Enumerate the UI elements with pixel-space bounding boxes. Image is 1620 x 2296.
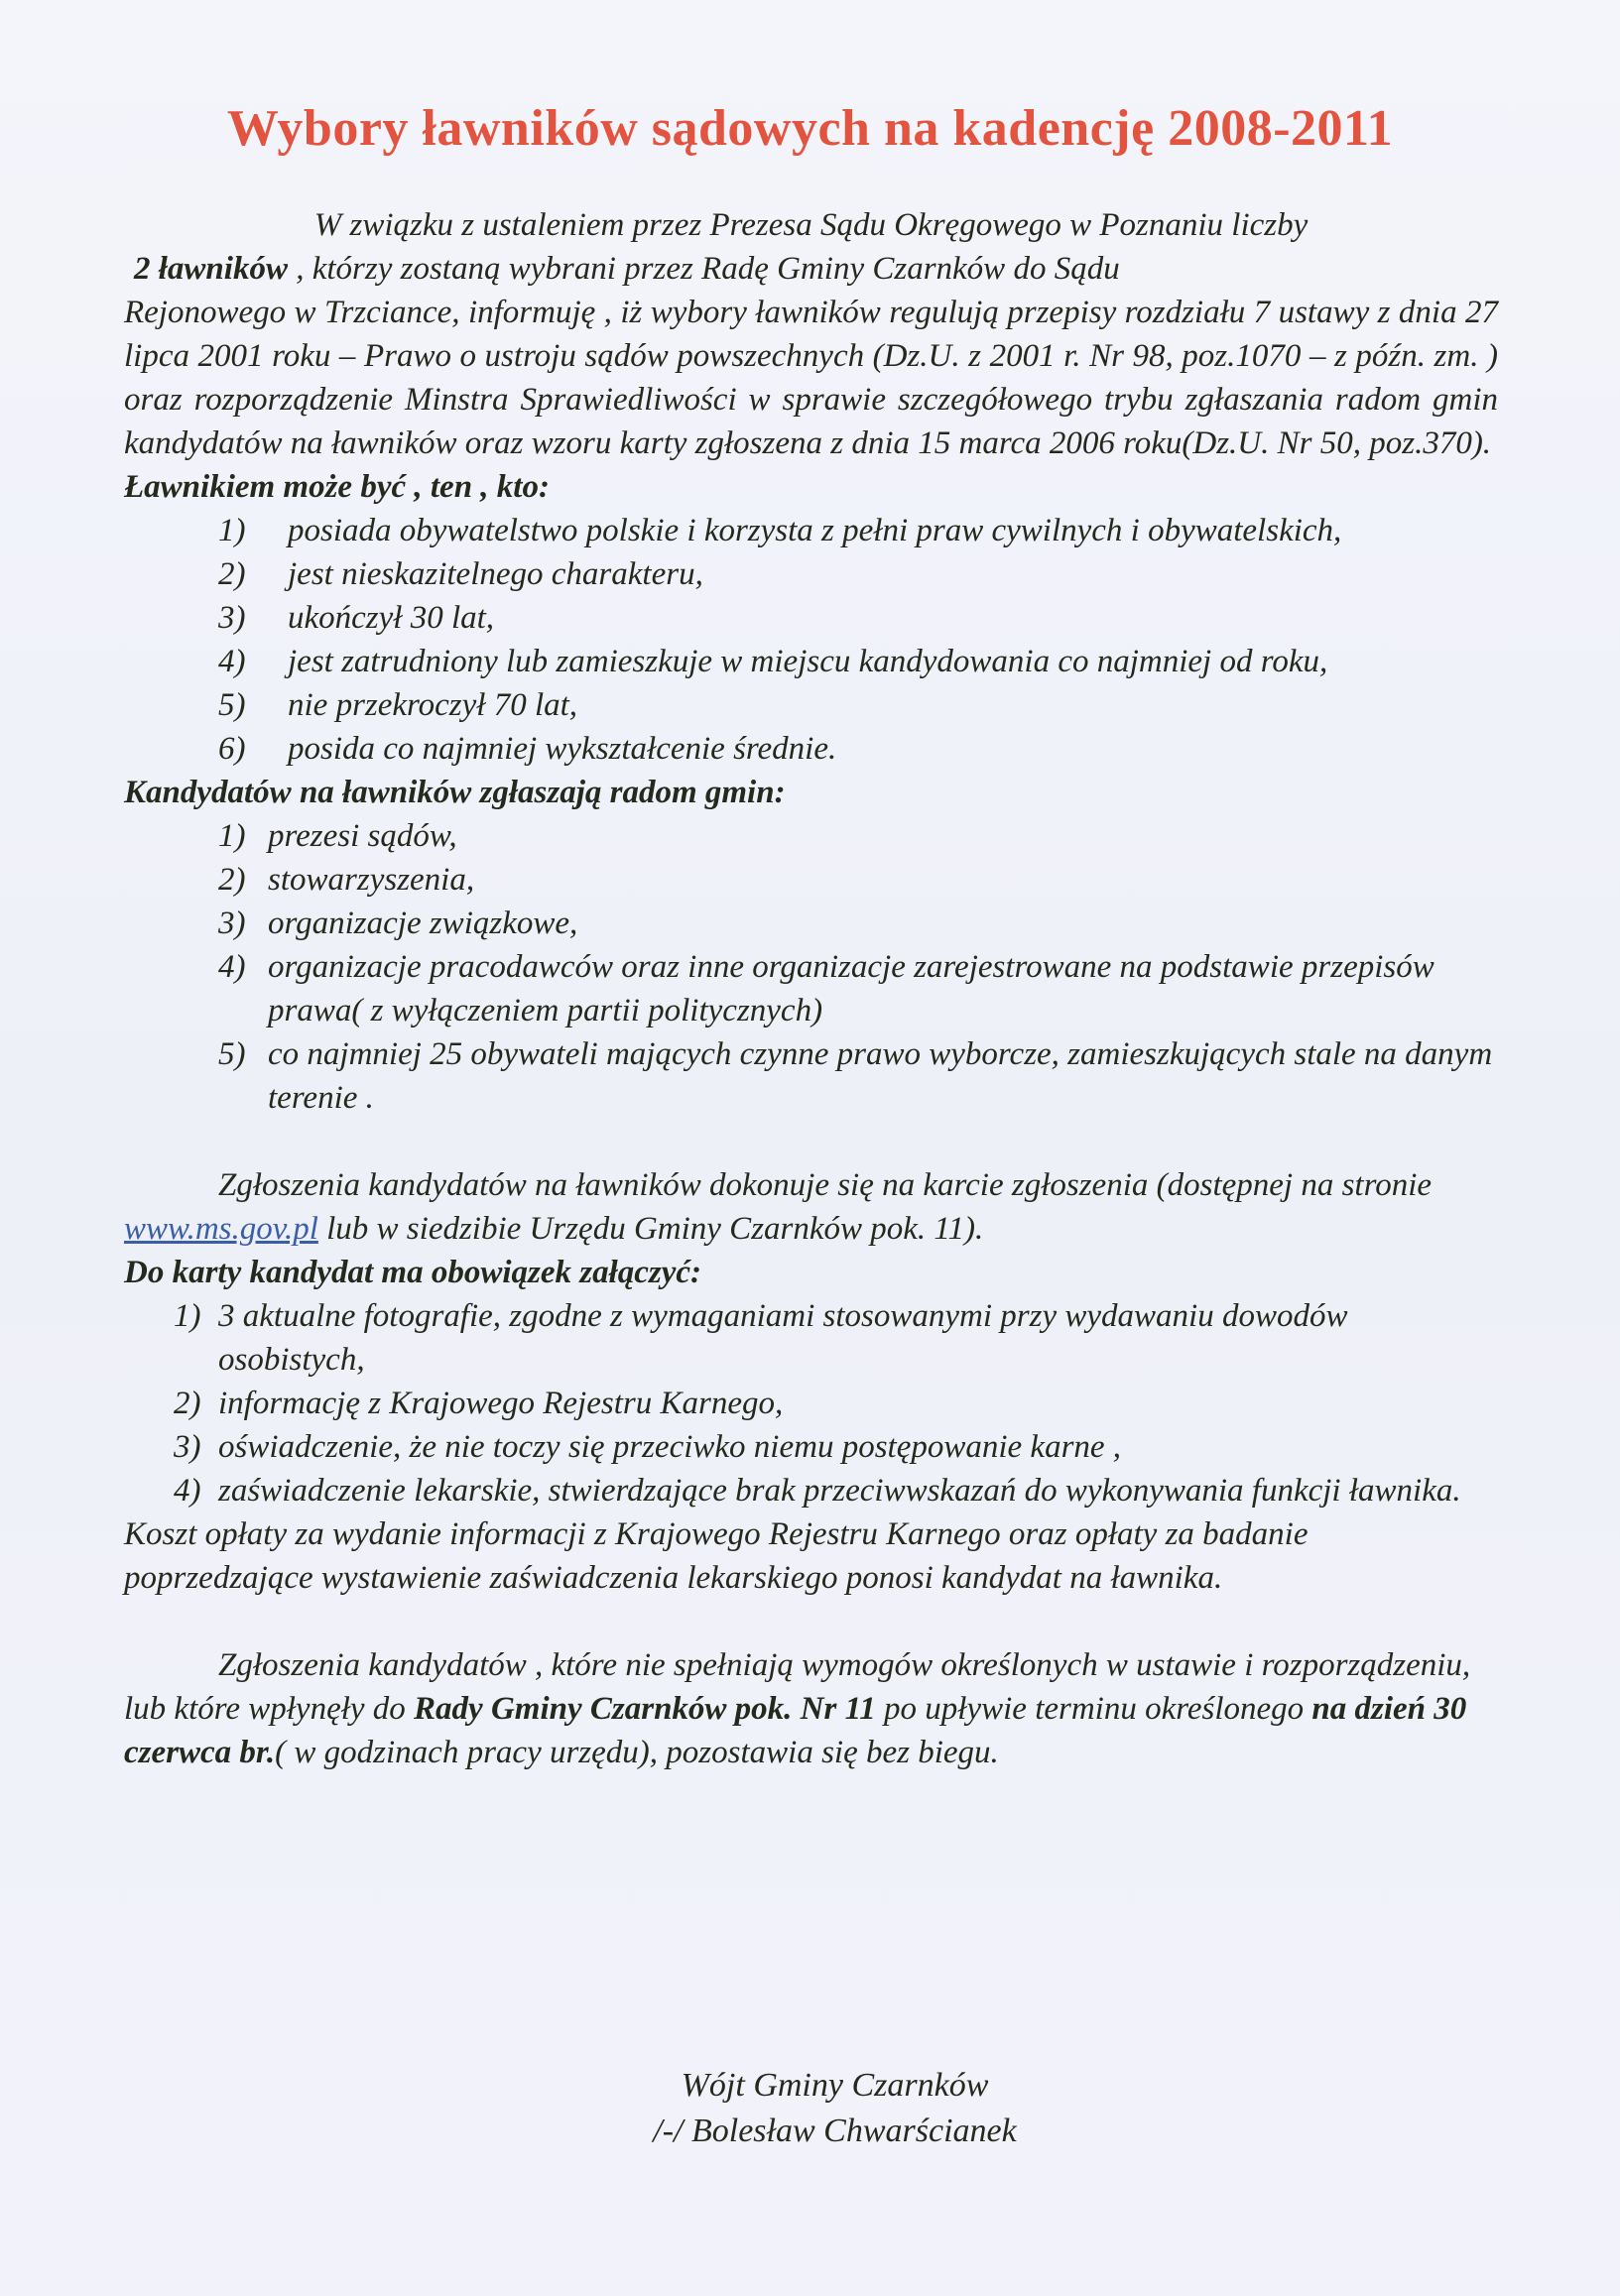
intro-line-2 [124, 247, 1498, 291]
list-item [124, 1425, 1498, 1469]
item-text: informację z Krajowego Rejestru Karnego, [218, 1386, 784, 1421]
item-text: ukończył 30 lat, [288, 600, 495, 636]
attachments-heading: Do karty kandydat ma obowiązek załączyć: [124, 1255, 702, 1290]
document-title: Wybory ławników sądowych na kadencję 2008-2011 [226, 100, 1394, 157]
document-body [124, 203, 1498, 1774]
list-item [124, 1382, 1498, 1425]
list-item [124, 1032, 1498, 1120]
item-number: 3) [174, 1429, 201, 1465]
item-number: 2) [218, 862, 246, 898]
list-item [124, 945, 1498, 1032]
list-item [124, 640, 1498, 683]
ms-gov-link[interactable]: www.ms.gov.pl [124, 1211, 318, 1247]
deadline-date: na dzień 30 czerwca br. [124, 1691, 1467, 1770]
item-text: oświadczenie, że nie toczy się przeciwko niemu postępowanie karne , [218, 1429, 1122, 1465]
item-text: posiada obywatelstwo polskie i korzysta z pełni praw cywilnych i obywatelskich, [288, 513, 1342, 548]
item-number: 5) [218, 687, 246, 723]
item-text: organizacje związkowe, [268, 906, 578, 941]
list-item [124, 596, 1498, 640]
submission-text-after: lub w siedzibie Urzędu Gminy Czarnków pok. 11). [317, 1211, 984, 1247]
submission-paragraph [124, 1163, 1498, 1251]
lawnik-count: 2 ławników [134, 251, 288, 287]
item-number: 3) [218, 906, 246, 941]
deadline-part-1: Zgłoszenia kandydatów , które nie spełniają wymogów określonych w ustawie i rozporządzeniu, lub które wpłynęły do [124, 1647, 1471, 1727]
nominators-list [124, 814, 1498, 1120]
spacer [124, 1120, 1498, 1163]
intro-rest: Rejonowego w Trzciance, informuję , iż wybory ławników regulują przepisy rozdziału 7 ustawy z dnia 27 lipca 2001 roku – Prawo o ustroju sądów powszechnych (Dz.U. z 2001 r. Nr 98, poz.1070 – z późn. zm. ) oraz rozporządzenie Minstra Sprawiedliwości w sprawie szczegółowego trybu zgłaszania radom gmin kandydatów na ławników oraz wzoru karty zgłoszena z dnia 15 marca 2006 roku(Dz.U. Nr 50, poz.370). [124, 295, 1498, 461]
list-item [124, 727, 1498, 771]
deadline-part-2: po upływie terminu określonego [875, 1691, 1312, 1727]
submission-text-before: Zgłoszenia kandydatów na ławników dokonuje się na karcie zgłoszenia (dostępnej na stronie [218, 1167, 1433, 1203]
costs-paragraph: Koszt opłaty za wydanie informacji z Krajowego Rejestru Karnego oraz opłaty za badanie poprzedzające wystawienie zaświadczenia lekarskiego ponosi kandydat na ławnika. [124, 1516, 1308, 1596]
council-room: Rady Gminy Czarnków pok. Nr 11 [414, 1691, 876, 1727]
list-item [124, 509, 1498, 552]
eligibility-heading: Ławnikiem może być , ten , kto: [124, 469, 550, 505]
list-item [124, 552, 1498, 596]
item-text: stowarzyszenia, [268, 862, 475, 898]
item-text: jest nieskazitelnego charakteru, [288, 556, 703, 592]
list-item [124, 683, 1498, 727]
item-number: 1) [218, 818, 246, 854]
item-text: jest zatrudniony lub zamieszkuje w miejscu kandydowania co najmniej od roku, [288, 644, 1328, 679]
item-number: 1) [218, 513, 246, 548]
list-item [124, 814, 1498, 858]
item-number: 1) [174, 1298, 201, 1334]
item-number: 2) [218, 556, 246, 592]
item-number: 5) [218, 1036, 246, 1072]
item-text: posida co najmniej wykształcenie średnie. [288, 731, 837, 767]
list-item [124, 1294, 1498, 1382]
signature-block [0, 2063, 1620, 2154]
nominators-heading: Kandydatów na ławników zgłaszają radom gmin: [124, 775, 786, 810]
spacer [124, 1600, 1498, 1643]
list-item [124, 1469, 1498, 1512]
deadline-part-3: ( w godzinach pracy urzędu), pozostawia się bez biegu. [275, 1735, 999, 1770]
list-item [124, 858, 1498, 902]
item-text: 3 aktualne fotografie, zgodne z wymaganiami stosowanymi przy wydawaniu dowodów osobistych, [218, 1298, 1348, 1378]
intro-line-1: W związku z ustaleniem przez Prezesa Sądu Okręgowego w Poznaniu liczby [313, 207, 1308, 243]
eligibility-list [124, 509, 1498, 771]
attachments-list [124, 1294, 1498, 1512]
item-number: 2) [174, 1386, 201, 1421]
item-number: 6) [218, 731, 246, 767]
intro-line-2-rest: , którzy zostaną wybrani przez Radę Gminy Czarnków do Sądu [287, 251, 1120, 287]
list-item [124, 902, 1498, 945]
item-text: nie przekroczył 70 lat, [288, 687, 578, 723]
intro-paragraph [124, 203, 1498, 465]
item-number: 4) [174, 1473, 201, 1509]
item-text: organizacje pracodawców oraz inne organizacje zarejestrowane na podstawie przepisów prawa( z wyłączeniem partii politycznych) [268, 949, 1434, 1028]
deadline-paragraph [124, 1643, 1498, 1774]
item-text: zaświadczenie lekarskie, stwierdzające brak przeciwwskazań do wykonywania funkcji ławnika. [218, 1473, 1461, 1509]
item-number: 4) [218, 949, 246, 985]
item-text: prezesi sądów, [268, 818, 457, 854]
signature-name: /-/ Bolesław Chwarścianek [653, 2113, 1017, 2149]
item-number: 3) [218, 600, 246, 636]
item-number: 4) [218, 644, 246, 679]
item-text: co najmniej 25 obywateli mających czynne prawo wyborcze, zamieszkujących stale na danym terenie . [268, 1036, 1493, 1116]
signature-office: Wójt Gminy Czarnków [681, 2067, 989, 2104]
